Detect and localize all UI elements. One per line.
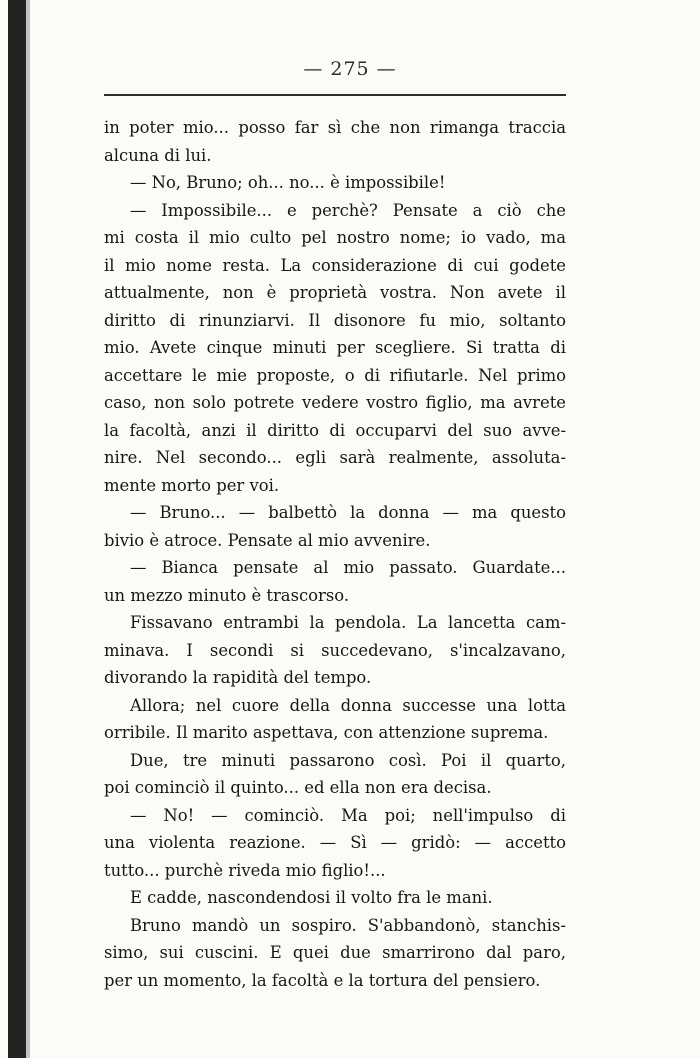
text-line: in poter mio... posso far sì che non rimanga traccia [104, 118, 566, 137]
text-line: — Bianca pensate al mio passato. Guardate... [130, 558, 566, 577]
text-line: Bruno mandò un sospiro. S'abbandonò, stanchis- [130, 915, 566, 935]
text-line: mio. Avete cinque minuti per scegliere. Si tratta di [104, 338, 566, 357]
header-rule [104, 94, 566, 96]
book-spine-edge [26, 0, 30, 1058]
text-line: mente morto per voi. [104, 475, 280, 495]
text-line: orribile. Il marito aspettava, con attenzione suprema. [104, 723, 549, 742]
text-line: tutto... purchè riveda mio figlio!... [104, 860, 386, 880]
text-line: accettare le mie proposte, o di rifiutarle. Nel primo [104, 365, 566, 385]
text-line: minava. I secondi si succedevano, s'incalzavano, [104, 640, 566, 660]
body-text [104, 114, 566, 994]
text-line: poi cominciò il quinto... ed ella non era decisa. [104, 778, 492, 797]
text-line: diritto di rinunziarvi. Il disonore fu mio, soltanto [104, 310, 566, 330]
text-line: il mio nome resta. La considerazione di cui godete [104, 255, 566, 275]
text-line: nire. Nel secondo... egli sarà realmente, assoluta- [104, 448, 566, 467]
text-line: caso, non solo potrete vedere vostro figlio, ma avrete [104, 393, 566, 412]
text-line: — No! — cominciò. Ma poi; nell'impulso di [130, 805, 566, 825]
text-line: alcuna di lui. [104, 145, 212, 165]
text-line: — Impossibile... e perchè? Pensate a ciò che [130, 200, 566, 220]
text-line: — No, Bruno; oh... no... è impossibile! [130, 173, 446, 192]
text-line: divorando la rapidità del tempo. [104, 668, 372, 687]
book-spine-shadow [8, 0, 26, 1058]
text-line: mi costa il mio culto pel nostro nome; io vado, ma [104, 228, 566, 247]
text-line: E cadde, nascondendosi il volto fra le mani. [130, 888, 493, 907]
text-line: una violenta reazione. — Sì — gridò: — accetto [104, 833, 566, 852]
text-line: bivio è atroce. Pensate al mio avvenire. [104, 530, 431, 550]
text-line: Due, tre minuti passarono così. Poi il quarto, [130, 750, 566, 770]
page-number: — 275 — [303, 58, 397, 80]
text-line: Fissavano entrambi la pendola. La lancetta cam- [130, 613, 566, 632]
text-line: simo, sui cuscini. E quei due smarrirono dal paro, [104, 943, 566, 962]
text-line: la facoltà, anzi il diritto di occuparvi del suo avve- [104, 420, 566, 440]
text-line: — Bruno... — balbettò la donna — ma questo [130, 503, 566, 522]
text-line: per un momento, la facoltà e la tortura del pensiero. [104, 970, 541, 990]
text-line: Allora; nel cuore della donna successe una lotta [130, 695, 566, 715]
text-line: attualmente, non è proprietà vostra. Non avete il [104, 283, 566, 302]
text-line: un mezzo minuto è trascorso. [104, 585, 350, 605]
